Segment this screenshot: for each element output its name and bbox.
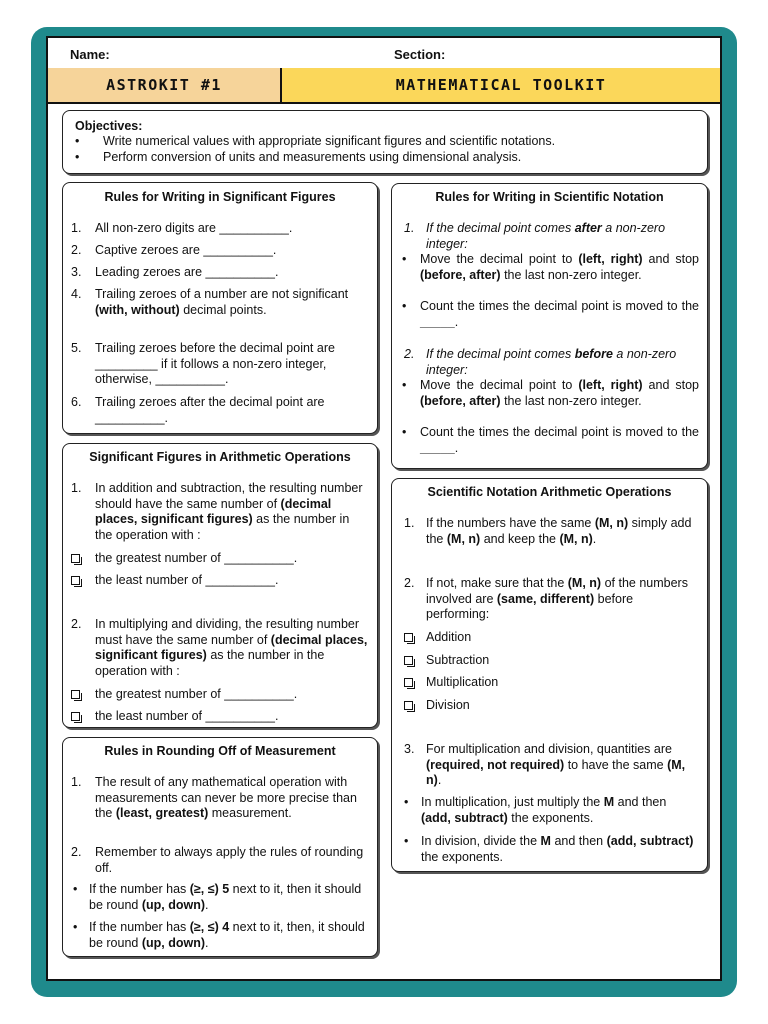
sigfig-arith-title: Significant Figures in Arithmetic Operations (89, 450, 351, 464)
sigfig-arith-p2: In multiplying and dividing, the resulting number must have the same number of (decimal places, significant figures) as the number in the operation with : (95, 617, 368, 678)
scinot-rules-title: Rules for Writing in Scientific Notation (435, 190, 664, 204)
scinot-case-1-move: Move the decimal point to (left, right) and stop (before, after) the last non-zero integer. (420, 252, 699, 282)
checkbox-icon (71, 712, 80, 721)
bullet-icon: • (404, 795, 409, 809)
scinot-rules-box: Rules for Writing in Scientific Notation 1. If the decimal point comes after a non-zero integer: • Move the decimal point to (left, right) and stop (before, after) the last non-zero integer. • Count the times the decimal point is moved to the _____. 2. If the decimal point comes before a non-zero integer: • Move the decimal point to (left, right) and stop (before, after) the last non-zero integer. • Count the times the decimal point is moved to the _____. (391, 183, 708, 469)
sigfig-rule-5: Trailing zeroes before the decimal point are _________ if it follows a non-zero integer, otherwise, __________. (95, 341, 335, 386)
bullet-icon: • (75, 150, 80, 164)
checkbox-icon (404, 678, 413, 687)
bullet-icon: • (73, 920, 78, 934)
rounding-title: Rules in Rounding Off of Measurement (104, 744, 336, 758)
op-addition: Addition (426, 630, 472, 644)
sigfig-arith-c1: the greatest number of __________. (95, 551, 298, 565)
bullet-icon: • (73, 882, 78, 896)
scinot-case-2: If the decimal point comes before a non-zero integer: (426, 347, 677, 377)
sigfig-rule-4: Trailing zeroes of a number are not significant (with, without) decimal points. (95, 287, 349, 317)
sigfig-rule-3: Leading zeroes are __________. (95, 265, 279, 279)
rounding-b1: If the number has (≥, ≤) 5 next to it, then it should be round (up, down). (89, 882, 362, 912)
bullet-icon: • (404, 834, 409, 848)
rounding-box: Rules in Rounding Off of Measurement 1. The result of any mathematical operation with measurements can never be more precise than the (least, greatest) measurement. 2. Remember to always apply the rules of rounding off. • If the number has (≥, ≤) 5 next to it, then it should be round (up, down). • If the number has (≥, ≤) 4 next to it, then, it should be round (up, down). (62, 737, 378, 957)
checkbox-icon (404, 633, 413, 642)
scinot-arith-b1: In multiplication, just multiply the M and then (add, subtract) the exponents. (421, 795, 667, 825)
scinot-case-2-move: Move the decimal point to (left, right) and stop (before, after) the last non-zero integer. (420, 378, 699, 408)
sigfig-arith-c2: the least number of __________. (95, 573, 279, 587)
scinot-case-1: If the decimal point comes after a non-zero integer: (426, 221, 666, 251)
sigfig-rule-6: Trailing zeroes after the decimal point are __________. (95, 395, 325, 425)
scinot-arith-p2: If not, make sure that the (M, n) of the numbers involved are (same, different) before performing: (426, 576, 688, 621)
objectives-heading: Objectives: (75, 119, 143, 133)
checkbox-icon (404, 656, 413, 665)
sigfig-arith-box: Significant Figures in Arithmetic Operations 1. In addition and subtraction, the resulting number should have the same number of (decimal places, significant figures) as the number in the operation with : the greatest number of __________. the least number of __________. 2. In multiplying and dividing, the resulting number must have the same number of (decimal places, significant figures) as the number in the operation with : the greatest number of __________. the least number of __________. (62, 443, 378, 728)
checkbox-icon (404, 701, 413, 710)
rounding-b2: If the number has (≥, ≤) 4 next to it, then, it should be round (up, down). (89, 920, 365, 950)
sigfig-arith-c3: the greatest number of __________. (95, 687, 298, 701)
name-section-row (48, 38, 720, 70)
bullet-icon: • (402, 299, 407, 313)
scinot-arith-b2: In division, divide the M and then (add, subtract) the exponents. (421, 834, 694, 864)
scinot-case-2-count: Count the times the decimal point is moved to the _____. (420, 425, 699, 455)
name-label: Name: (70, 47, 110, 62)
sigfig-arith-c4: the least number of __________. (95, 709, 279, 723)
scinot-case-1-count: Count the times the decimal point is moved to the _____. (420, 299, 699, 329)
scinot-arith-p3: For multiplication and division, quantities are (required, not required) to have the same (M, n). (426, 742, 686, 787)
rounding-p2: Remember to always apply the rules of rounding off. (95, 845, 364, 875)
checkbox-icon (71, 576, 80, 585)
sigfig-rule-2: Captive zeroes are __________. (95, 243, 277, 257)
checkbox-icon (71, 690, 80, 699)
objectives-box (62, 110, 708, 174)
scinot-arith-p1: If the numbers have the same (M, n) simply add the (M, n) and keep the (M, n). (426, 516, 692, 546)
bullet-icon: • (75, 134, 80, 148)
op-division: Division (426, 698, 470, 712)
sigfig-rules-box: Rules for Writing in Significant Figures 1. All non-zero digits are __________. 2. Captive zeroes are __________. 3. Leading zeroes are __________. 4. Trailing zeroes of a number are not significant (with, without) decimal points. 5. Trailing zeroes before the decimal point are _________ if it follows a non-zero integer, otherwise, __________. 6. Trailing zeroes after the decimal point are __________. (62, 182, 378, 434)
sigfig-rule-1: All non-zero digits are __________. (95, 221, 293, 235)
kit-label: ASTROKIT #1 (48, 68, 282, 102)
title-row (48, 68, 720, 104)
sigfig-arith-p1: In addition and subtraction, the resulting number should have the same number of (decimal places, significant figures) as the number in the operation with : (95, 481, 363, 542)
op-multiplication: Multiplication (426, 675, 499, 689)
section-label: Section: (394, 47, 446, 62)
scinot-arith-box: Scientific Notation Arithmetic Operations 1. If the numbers have the same (M, n) simply add the (M, n) and keep the (M, n). 2. If not, make sure that the (M, n) of the numbers involved are (same, different) before performing: Addition Subtraction Multiplication Division 3. For multiplication and division, quantities are (required, not required) to have the same (M, n). • In multiplication, just multiply the M and then (add, subtract) the exponents. • In division, divide the M and then (add, subtract) the exponents. (391, 478, 708, 872)
bullet-icon: • (402, 425, 407, 439)
scinot-arith-title: Scientific Notation Arithmetic Operations (427, 485, 672, 499)
objective-item: Perform conversion of units and measurements using dimensional analysis. (103, 150, 522, 164)
rounding-p1: The result of any mathematical operation with measurements can never be more precise than the (least, greatest) measurement. (95, 775, 357, 820)
bullet-icon: • (402, 252, 407, 266)
objective-item: Write numerical values with appropriate significant figures and scientific notations. (103, 134, 556, 148)
op-subtraction: Subtraction (426, 653, 490, 667)
page-title: MATHEMATICAL TOOLKIT (282, 68, 720, 102)
checkbox-icon (71, 554, 80, 563)
bullet-icon: • (402, 378, 407, 392)
sigfig-rules-title: Rules for Writing in Significant Figures (104, 190, 336, 204)
